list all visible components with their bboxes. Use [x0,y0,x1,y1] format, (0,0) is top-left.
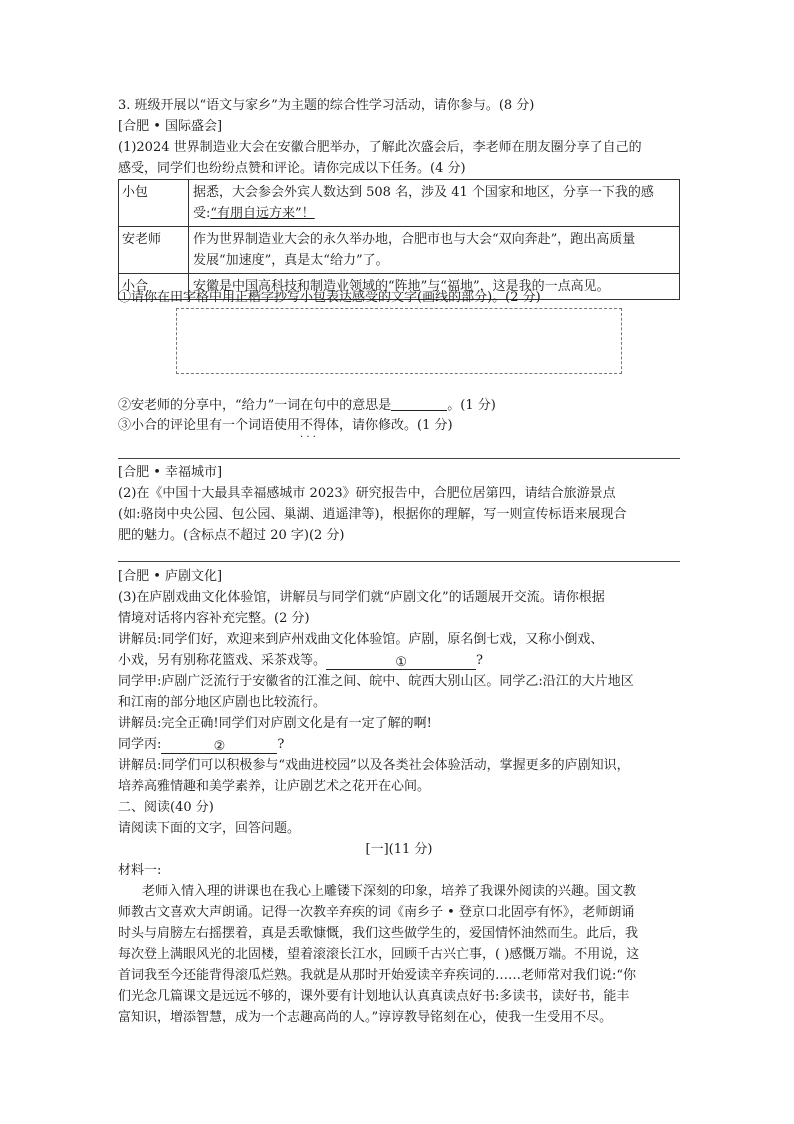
comment-line: 据悉，大会参会外宾人数达到 508 名，涉及 41 个国家和地区，分享一下我的感 [193,185,654,200]
commenter-name: 安老师 [119,227,189,274]
reading-part-title: [一](11 分) [365,842,433,857]
table-row [119,180,680,227]
comment-text [189,180,680,227]
dialogue-student-c [118,735,284,755]
passage-line: 师教古文喜欢大声朗诵。记得一次教辛弃疾的词《南乡子 • 登京口北固亭有怀》，老师朗诵 [118,905,635,920]
task-1-text: ①请你在田字格中用正楷字抄写小包表达感受的文字(画线的部分)。(2 分) [118,290,541,305]
dialogue-text: 同学丙: [118,737,162,752]
dialogue-guide-3: 讲解员:同学们可以积极参与“戏曲进校园”以及各类社会体验活动，掌握更多的庐剧知识， [118,758,630,773]
passage-line: 老师入情入理的讲课也在我心上雕镂下深刻的印象，培养了我课外阅读的兴趣。国文教 [142,884,637,899]
dialogue-student-a-cont: 和江南的部分地区庐剧也比较流行。 [118,695,327,710]
dialogue-student-a: 同学甲:庐剧广泛流行于安徽省的江淮之间、皖中、皖西大别山区。同学乙:沿江的大片地区 [118,674,634,689]
answer-line[interactable] [118,561,680,562]
commenter-name: 小合 [119,274,189,300]
question-mark: ? [476,653,483,668]
dialogue-guide-1: 讲解员:同学们好，欢迎来到庐州戏曲文化体验馆。庐剧，原名倒七戏，又称小倒戏、 [118,632,604,647]
table-row [119,227,680,274]
passage-line: 首词我至今还能背得滚瓜烂熟。我就是从那时开始爱读辛弃疾词的……老师常对我们说:“你 [118,968,637,983]
section-tag-international: [合肥 • 国际盛会] [118,119,223,134]
reading-instruction: 请阅读下面的文字，回答问题。 [118,821,301,836]
blank-marker: ① [395,655,407,670]
sub-question-3-text: (3)在庐剧戏曲文化体验馆，讲解员与同学们就“庐剧文化”的话题展开交流。请你根据 [118,590,605,605]
dialogue-text: 小戏，另有别称花篮戏、采茶戏等。 [118,653,327,668]
passage-line: 每次登上满眼风光的北固楼，望着滚滚长江水，回顾千古兴亡事，( )感慨万端。不用说，这 [118,947,640,962]
task-3-suffix: ，请你修改。(1 分) [339,418,453,433]
comment-text [189,227,680,274]
answer-blank-2[interactable] [161,739,277,754]
comment-line: 作为世界制造业大会的永久举办地，合肥市也与大会“双向奔赴”，跑出高质量 [193,232,636,247]
handwriting-answer-box[interactable] [176,308,622,374]
reading-heading: 二、阅读(40 分) [118,800,214,815]
emphasized-word: 不得体 · · · [300,418,339,433]
comment-line: 发展“加速度”，真是太“给力”了。 [193,253,389,268]
passage-line: 富知识，增添智慧，成为一个志趣高尚的人。”谆谆教导铭刻在心，使我一生受用不尽。 [118,1010,613,1025]
passage-line: 时头与肩膀左右摇摆着，真是丢歌慷慨，我们这些做学生的，爱国情怀油然而生。此后，我 [118,926,639,941]
answer-line[interactable] [118,458,680,459]
sub-question-3-text-2: 情境对话将内容补充完整。(2 分) [118,611,310,626]
section-tag-luju: [合肥 • 庐剧文化] [118,569,223,584]
task-3-text [118,416,453,436]
blank-marker: ② [213,739,226,754]
sub-question-1-text: (1)2024 世界制造业大会在安徽合肥举办，了解此次盛会后，李老师在朋友圈分享了自己的 [118,140,642,155]
sub-question-2-text-3: 肥的魅力。(含标点不超过 20 字)(2 分) [118,528,345,543]
answer-blank[interactable] [391,396,447,411]
commenter-name: 小包 [119,180,189,227]
comment-text: 安徽是中国高科技和制造业领域的“阵地”与“福地”，这是我的一点高见。 [189,274,680,300]
dialogue-guide-2: 讲解员:完全正确!同学们对庐剧文化是有一定了解的啊! [118,716,432,731]
task-2-prefix: ②安老师的分享中，“给力”一词在句中的意思是 [118,398,392,413]
task-2-suffix: 。(1 分) [447,398,496,413]
task-3-prefix: ③小合的评论里有一个词语使用 [118,418,301,433]
dialogue-guide-3-cont: 培养高雅情趣和美学素养，让庐剧艺术之花开在心间。 [118,779,431,794]
sub-question-2-text-2: (如:骆岗中央公园、包公园、巢湖、逍遥津等)，根据你的理解，写一则宣传标语来展现合 [118,507,627,522]
question-mark: ? [277,737,285,752]
section-tag-happy-city: [合肥 • 幸福城市] [118,465,223,480]
comment-line: 受: [193,206,211,221]
sub-question-2-text: (2)在《中国十大最具幸福感城市 2023》研究报告中，合肥位居第四，请结合旅游景点 [118,486,616,501]
comments-table [118,179,680,300]
passage-line: 们光念几篇课文是远远不够的，课外要有计划地认认真真读点好书:多读书，读好书，能丰 [118,989,630,1004]
dialogue-guide-1-cont [118,651,483,671]
material-label: 材料一: [118,863,162,878]
question-3-title: 3. 班级开展以“语文与家乡”为主题的综合性学习活动，请你参与。(8 分) [118,98,535,113]
sub-question-1-text-2: 感受，同学们也纷纷点赞和评论。请你完成以下任务。(4 分) [118,161,466,176]
answer-blank-1[interactable] [326,655,476,670]
underlined-quote: “有朋自远方来”！ [210,206,315,221]
task-2-text [118,396,496,416]
